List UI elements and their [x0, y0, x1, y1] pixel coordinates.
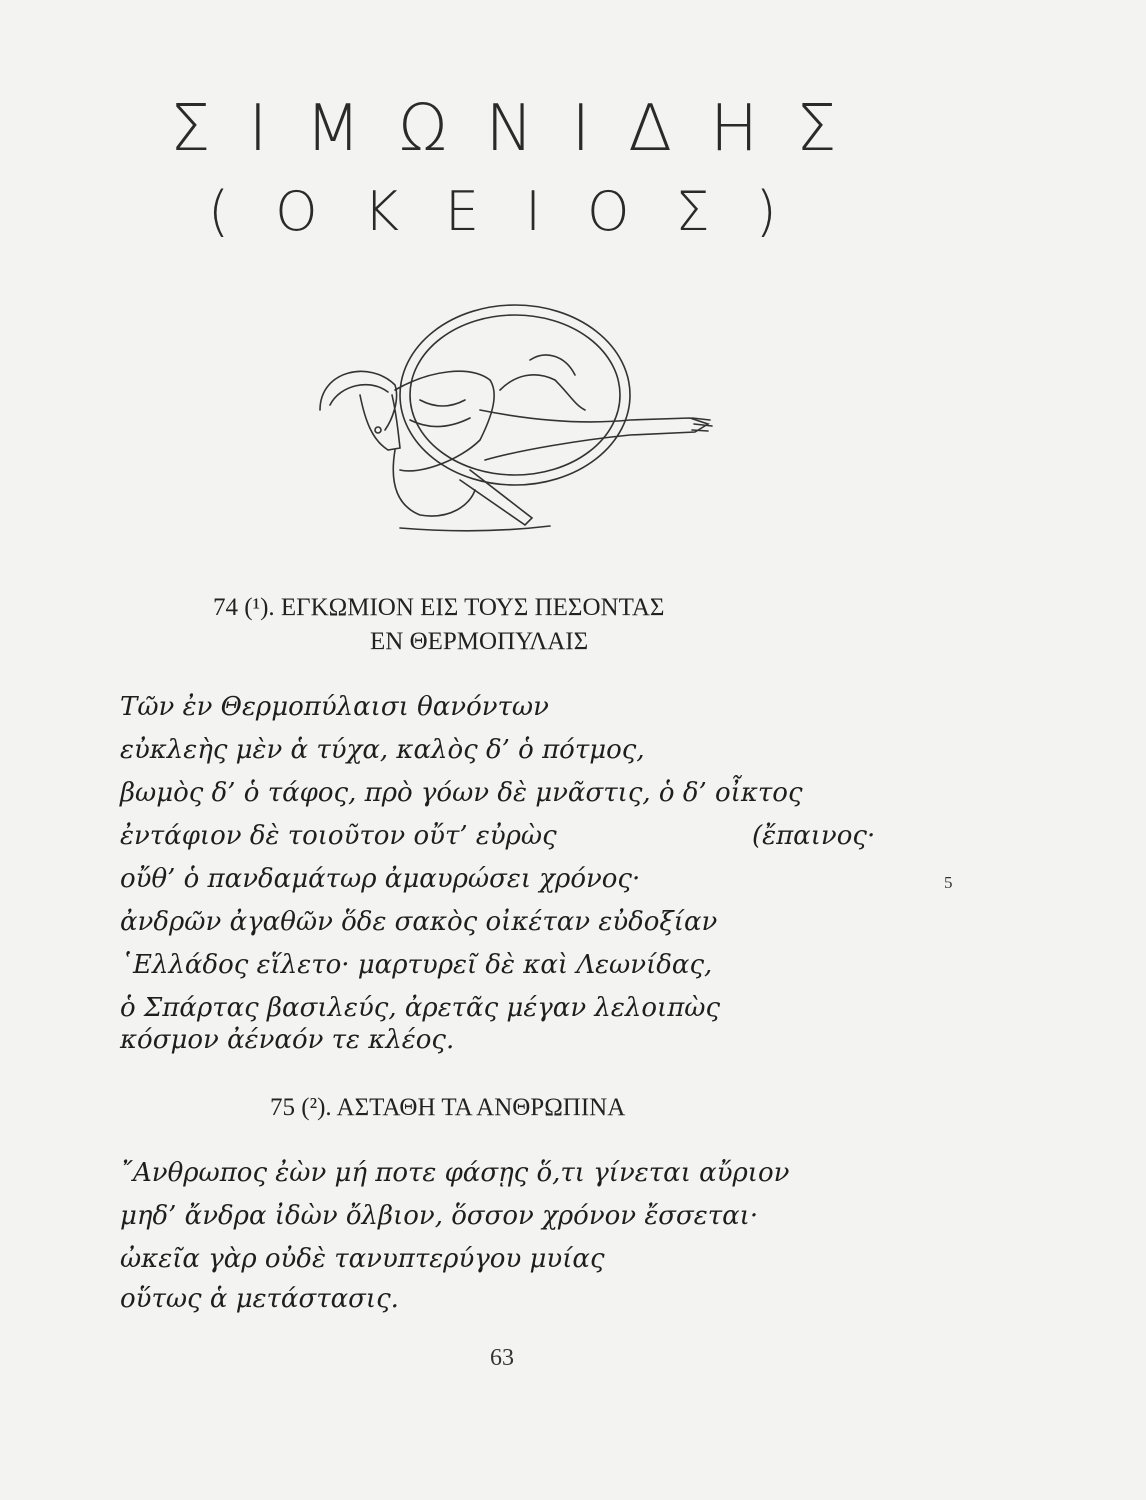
verse-line: Τῶν ἐν Θερμοπύλαισι θανόντων: [120, 692, 549, 722]
verse-line: βωμὸς δ’ ὁ τάφος, πρὸ γόων δὲ μνᾶστις, ὁ δ’ οἶκτος: [120, 778, 803, 808]
verse-line: μηδ’ ἄνδρα ἰδὼν ὄλβιον, ὅσσον χρόνον ἔσσεται·: [120, 1201, 759, 1231]
line-number: 5: [944, 873, 953, 892]
verse-line: οὕτως ἁ μετάστασις.: [120, 1284, 399, 1314]
page-subtitle: (ΟΚΕΙΟΣ): [208, 180, 823, 243]
verse-line: ὠκεῖα γὰρ οὐδὲ τανυπτερύγου μυίας: [120, 1244, 605, 1274]
verse-line: ῎Ανθρωπος ἐὼν μή ποτε φάσῃς ὅ,τι γίνεται αὔριον: [120, 1158, 790, 1188]
verse-line: ἐντάφιον δὲ τοιοῦτον οὔτ’ εὐρὼς: [120, 821, 557, 851]
verse-line: ὁ Σπάρτας βασιλεύς, ἀρετᾶς μέγαν λελοιπὼς: [120, 993, 721, 1023]
fallen-warrior-vase-drawing-icon: [300, 300, 730, 540]
verse-line: ἀνδρῶν ἀγαθῶν ὅδε σακὸς οἰκέταν εὐδοξίαν: [120, 907, 718, 937]
verse-line: εὐκλεὴς μὲν ἁ τύχα, καλὸς δ’ ὁ πότμος,: [120, 735, 645, 765]
verse-line: ῾Ελλάδος εἵλετο· μαρτυρεῖ δὲ καὶ Λεωνίδας,: [120, 950, 713, 980]
verse-line: οὔθ’ ὁ πανδαμάτωρ ἀμαυρώσει χρόνος·: [120, 864, 641, 894]
poem-heading: 74 (¹). ΕΓΚΩΜΙΟΝ ΕΙΣ ΤΟΥΣ ΠΕΣΟΝΤΑΣ: [213, 594, 665, 621]
page-number: 63: [490, 1345, 514, 1371]
verse-line: κόσμον ἀέναόν τε κλέος.: [120, 1025, 455, 1055]
page-title: ΣΙΜΩΝΙΔΗΣ: [170, 92, 875, 166]
poem-heading: 75 (²). ΑΣΤΑΘΗ ΤΑ ΑΝΘΡΩΠΙΝΑ: [270, 1094, 626, 1121]
verse-line-fragment: (ἔπαινος·: [752, 821, 876, 851]
poem-heading-continued: ΕΝ ΘΕΡΜΟΠΥΛΑΙΣ: [370, 628, 589, 655]
